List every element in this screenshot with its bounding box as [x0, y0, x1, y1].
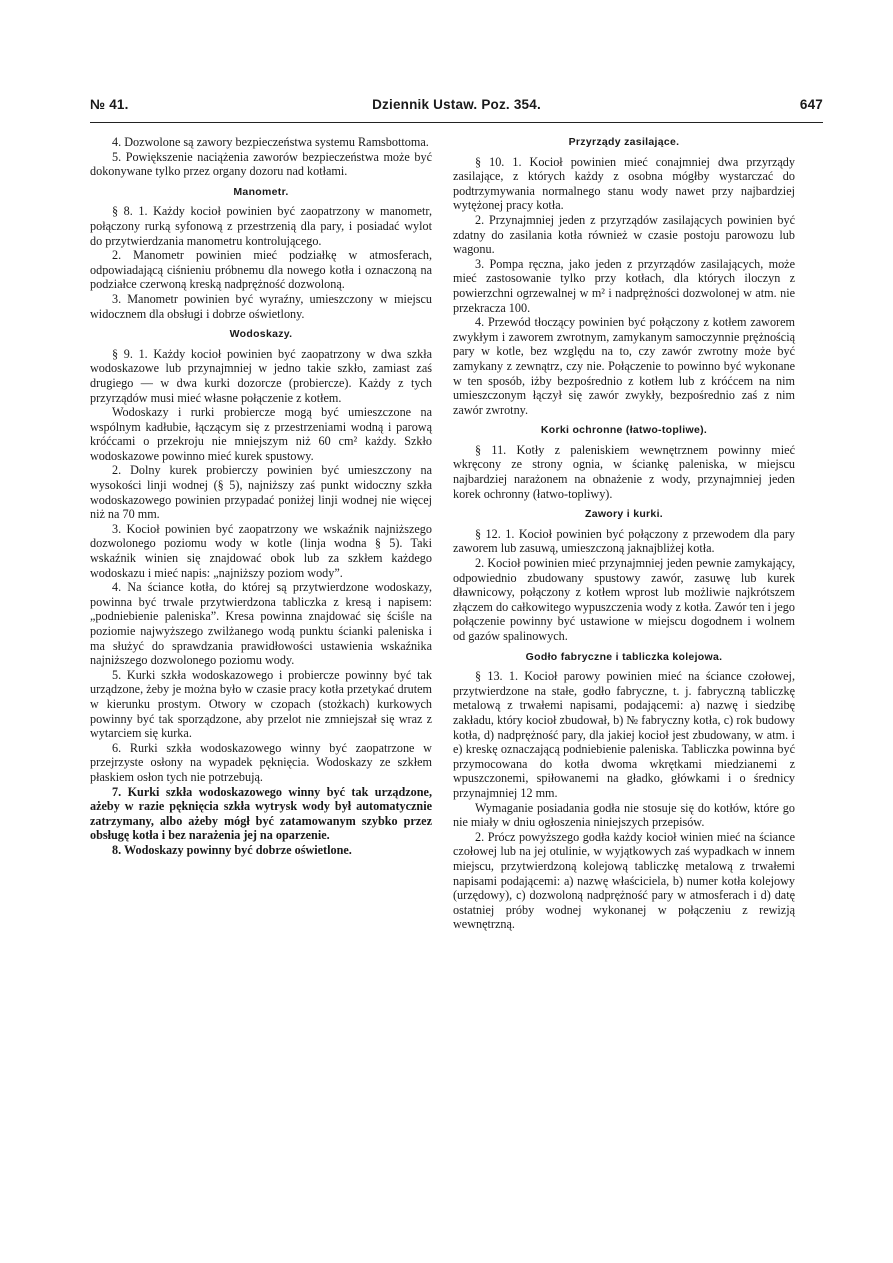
paragraph: 2. Dolny kurek probierczy powinien być umieszczony na wysokości linji wodnej (§ 5), najniższy zaś punkt widoczny szkła wodoskazowego powinien przypadać poniżej linji wodnej nie więcej niż na 70 mm.	[90, 463, 432, 522]
header-rule	[90, 122, 823, 123]
paragraph: 4. Przewód tłoczący powinien być połączony z kotłem zaworem zwykłym i zaworem zwrotnym, zamykanym samoczynnie prężnością pary w kotle, bez względu na to, czy zawór zwrotny może być zamykany z zewnątrz, czy nie. Połączenie to powinno być wykonane w ten sposób, iżby bezpośrednio z kotłem lub z króćcem na nim umieszczonym łączył się zawór zwykły, bezpośrednio zaś z nim zawór zwrotny.	[453, 315, 795, 417]
section-heading-przyrzady: Przyrządy zasilające.	[568, 136, 680, 148]
section-heading-wodoskazy: Wodoskazy.	[229, 328, 293, 341]
paragraph: 4. Na ściance kotła, do której są przytwierdzone wodoskazy, powinna być trwale przytwierdzona tabliczka z kresą i napisem: „podniebienie paleniska”. Kresa powinna znajdować się ściśle na poziomie najwyższego zwilżanego wodą punktu ścianki paleniska i ma służyć do sprawdzania prawidłowości ustawienia wskaźnika najniższego dozwolonego poziomu wody.	[90, 580, 432, 668]
paragraph: Wymaganie posiadania godła nie stosuje się do kotłów, które go nie miały w dniu ogłoszenia niniejszych przepisów.	[453, 800, 795, 830]
journal-title: Dziennik Ustaw. Poz. 354.	[372, 97, 541, 112]
right-column	[453, 135, 795, 932]
paragraph: 2. Przynajmniej jeden z przyrządów zasilających powinien być zdatny do zasilania kotła również w czasie postoju parowozu lub wagonu.	[453, 212, 795, 257]
section-heading-manometr: Manometr.	[233, 185, 289, 198]
paragraph: 3. Manometr powinien być wyraźny, umieszczony w miejscu widocznem dla obsługi i dobrze oświetlony.	[90, 291, 432, 321]
paragraph: § 9. 1. Każdy kocioł powinien być zaopatrzony w dwa szkła wodoskazowe lub przynajmniej w jedno takie szkło, zamiast zaś drugiego — w dwa kurki dozorcze (probiercze). Każdy z tych przyrządów musi mieć własne połączenie z kotłem.	[90, 346, 432, 405]
paragraph: 4. Dozwolone są zawory bezpieczeństwa systemu Ramsbottoma.	[112, 135, 429, 149]
paragraph: § 11. Kotły z paleniskiem wewnętrznem powinny mieć wkręcony ze strony ognia, w ściankę paleniska, w miejscu najbardziej narażonem na obnażenie z wody, przynajmniej jeden korek ochronny (łatwo-topliwy).	[453, 442, 795, 501]
paragraph: 8. Wodoskazy powinny być dobrze oświetlone.	[112, 842, 352, 857]
paragraph: § 13. 1. Kocioł parowy powinien mieć na ściance czołowej, przytwierdzone na stałe, godło fabryczne, t. j. fabryczną tabliczkę metalową z trwałemi napisami, podającemi: a) nazwę i siedzibę zakładu, który kocioł zbudował, b) № fabryczny kotła, c) rok budowy kotła, d) nadprężność pary, dla jakiej kocioł jest zbudowany, w atm. i e) kreskę oznaczającą podniebienie paleniska. Tabliczka powinna być przymocowana do kotła dwoma wkrętkami miedzianemi z wpuszczonemi, spiłowanemi na gładko, główkami i o średnicy przynajmniej 12 mm.	[453, 669, 795, 800]
page-number: 647	[799, 97, 823, 112]
section-heading-korki: Korki ochronne (łatwo-topliwe).	[540, 424, 708, 437]
page-header	[90, 97, 823, 123]
left-column	[90, 135, 432, 858]
paragraph: 3. Kocioł powinien być zaopatrzony we wskaźnik najniższego dozwolonego poziomu wody w kotle (linja wodna § 5). Taki wskaźnik winien się znajdować obok lub za szkłem każdego wodoskazu i mieć napis: „najniższy poziom wody”.	[90, 521, 432, 580]
paragraph: 2. Prócz powyższego godła każdy kocioł winien mieć na ściance czołowej lub na jej otulinie, w wyjątkowych zaś wypadkach w innem miejscu, przytwierdzoną kolejową tabliczkę metalową z trwałemi napisami podającemi: a) nazwę właściciela, b) numer kotła kolejowy (urzędowy), c) dozwoloną nadprężność pary w atmosferach i d) datę ostatniej próby wodnej wykonanej w połączeniu z rewizją wewnętrzną.	[453, 829, 795, 932]
paragraph: 2. Kocioł powinien mieć przynajmniej jeden pewnie zamykający, odpowiednio zbudowany spustowy zawór, zasuwę lub kurek dławnicowy, połączony z kotłem wprost lub możliwie najkrótszem złączem do całkowitego wypuszczenia wody z kotła. Zawór ten i jego połączenie powinny być ustawione w miejscu dogodnem i wolnem od gazów spalinowych.	[453, 556, 795, 643]
paragraph: 3. Pompa ręczna, jako jeden z przyrządów zasilających, może mieć zastosowanie tylko przy kotłach, dla których iloczyn z powierzchni ogrzewalnej w m² i nadprężności dozwolonej w atm. nie przekracza 100.	[453, 256, 795, 315]
paragraph: 5. Powiększenie naciążenia zaworów bezpieczeństwa może być dokonywane tylko przez organy dozoru nad kotłami.	[90, 149, 432, 179]
issue-number: № 41.	[90, 97, 129, 112]
paragraph: Wodoskazy i rurki probiercze mogą być umieszczone na wspólnym kadłubie, łączącym się z przestrzeniami wodną i parową króćcami o przekroju nie mniejszym niż 60 cm² każdy. Szkło wodoskazowe powinno mieć kurek spustowy.	[90, 405, 432, 463]
section-heading-godlo: Godło fabryczne i tabliczka kolejowa.	[525, 650, 723, 663]
paragraph: 7. Kurki szkła wodoskazowego winny być tak urządzone, ażeby w razie pęknięcia szkła wytrysk wody był automatycznie zatrzymany, albo ażeby mógł być zatamowanym szybko przez obsługę kotła i bez narażenia jej na oparzenie.	[90, 784, 432, 843]
paragraph: § 8. 1. Każdy kocioł powinien być zaopatrzony w manometr, połączony rurką syfonową z przestrzenią dla pary, i posiadać wylot do przytwierdzania manometru kontrolującego.	[90, 204, 432, 248]
paragraph: § 10. 1. Kocioł powinien mieć conajmniej dwa przyrządy zasilające, z których każdy z osobna mógłby wystarczać do podtrzymywania normalnego stanu wody nawet przy najbardziej wytężonej pracy kotła.	[453, 154, 795, 213]
paragraph: 5. Kurki szkła wodoskazowego i probiercze powinny być tak urządzone, żeby je można było w czasie pracy kotła przetykać drutem w kierunku prostym. Otwory w czopach (stożkach) kurkowych powinny być tak sporządzone, aby przelot nie zmniejszał się wraz z wytarciem się kurka.	[90, 667, 432, 741]
paragraph: § 12. 1. Kocioł powinien być połączony z przewodem dla pary zaworem lub zasuwą, umieszczoną jaknajbliżej kotła.	[453, 526, 795, 556]
paragraph: 2. Manometr powinien mieć podziałkę w atmosferach, odpowiadającą ciśnieniu próbnemu dla nowego kotła i oznaczoną na podziałce czerwoną kreską nadprężność dozwoloną.	[90, 248, 432, 292]
paragraph: 6. Rurki szkła wodoskazowego winny być zaopatrzone w przejrzyste osłony na wypadek pęknięcia. Wodoskazy ze szkłem płaskiem osłon tych nie potrzebują.	[90, 740, 432, 784]
section-heading-zawory: Zawory i kurki.	[584, 508, 664, 521]
